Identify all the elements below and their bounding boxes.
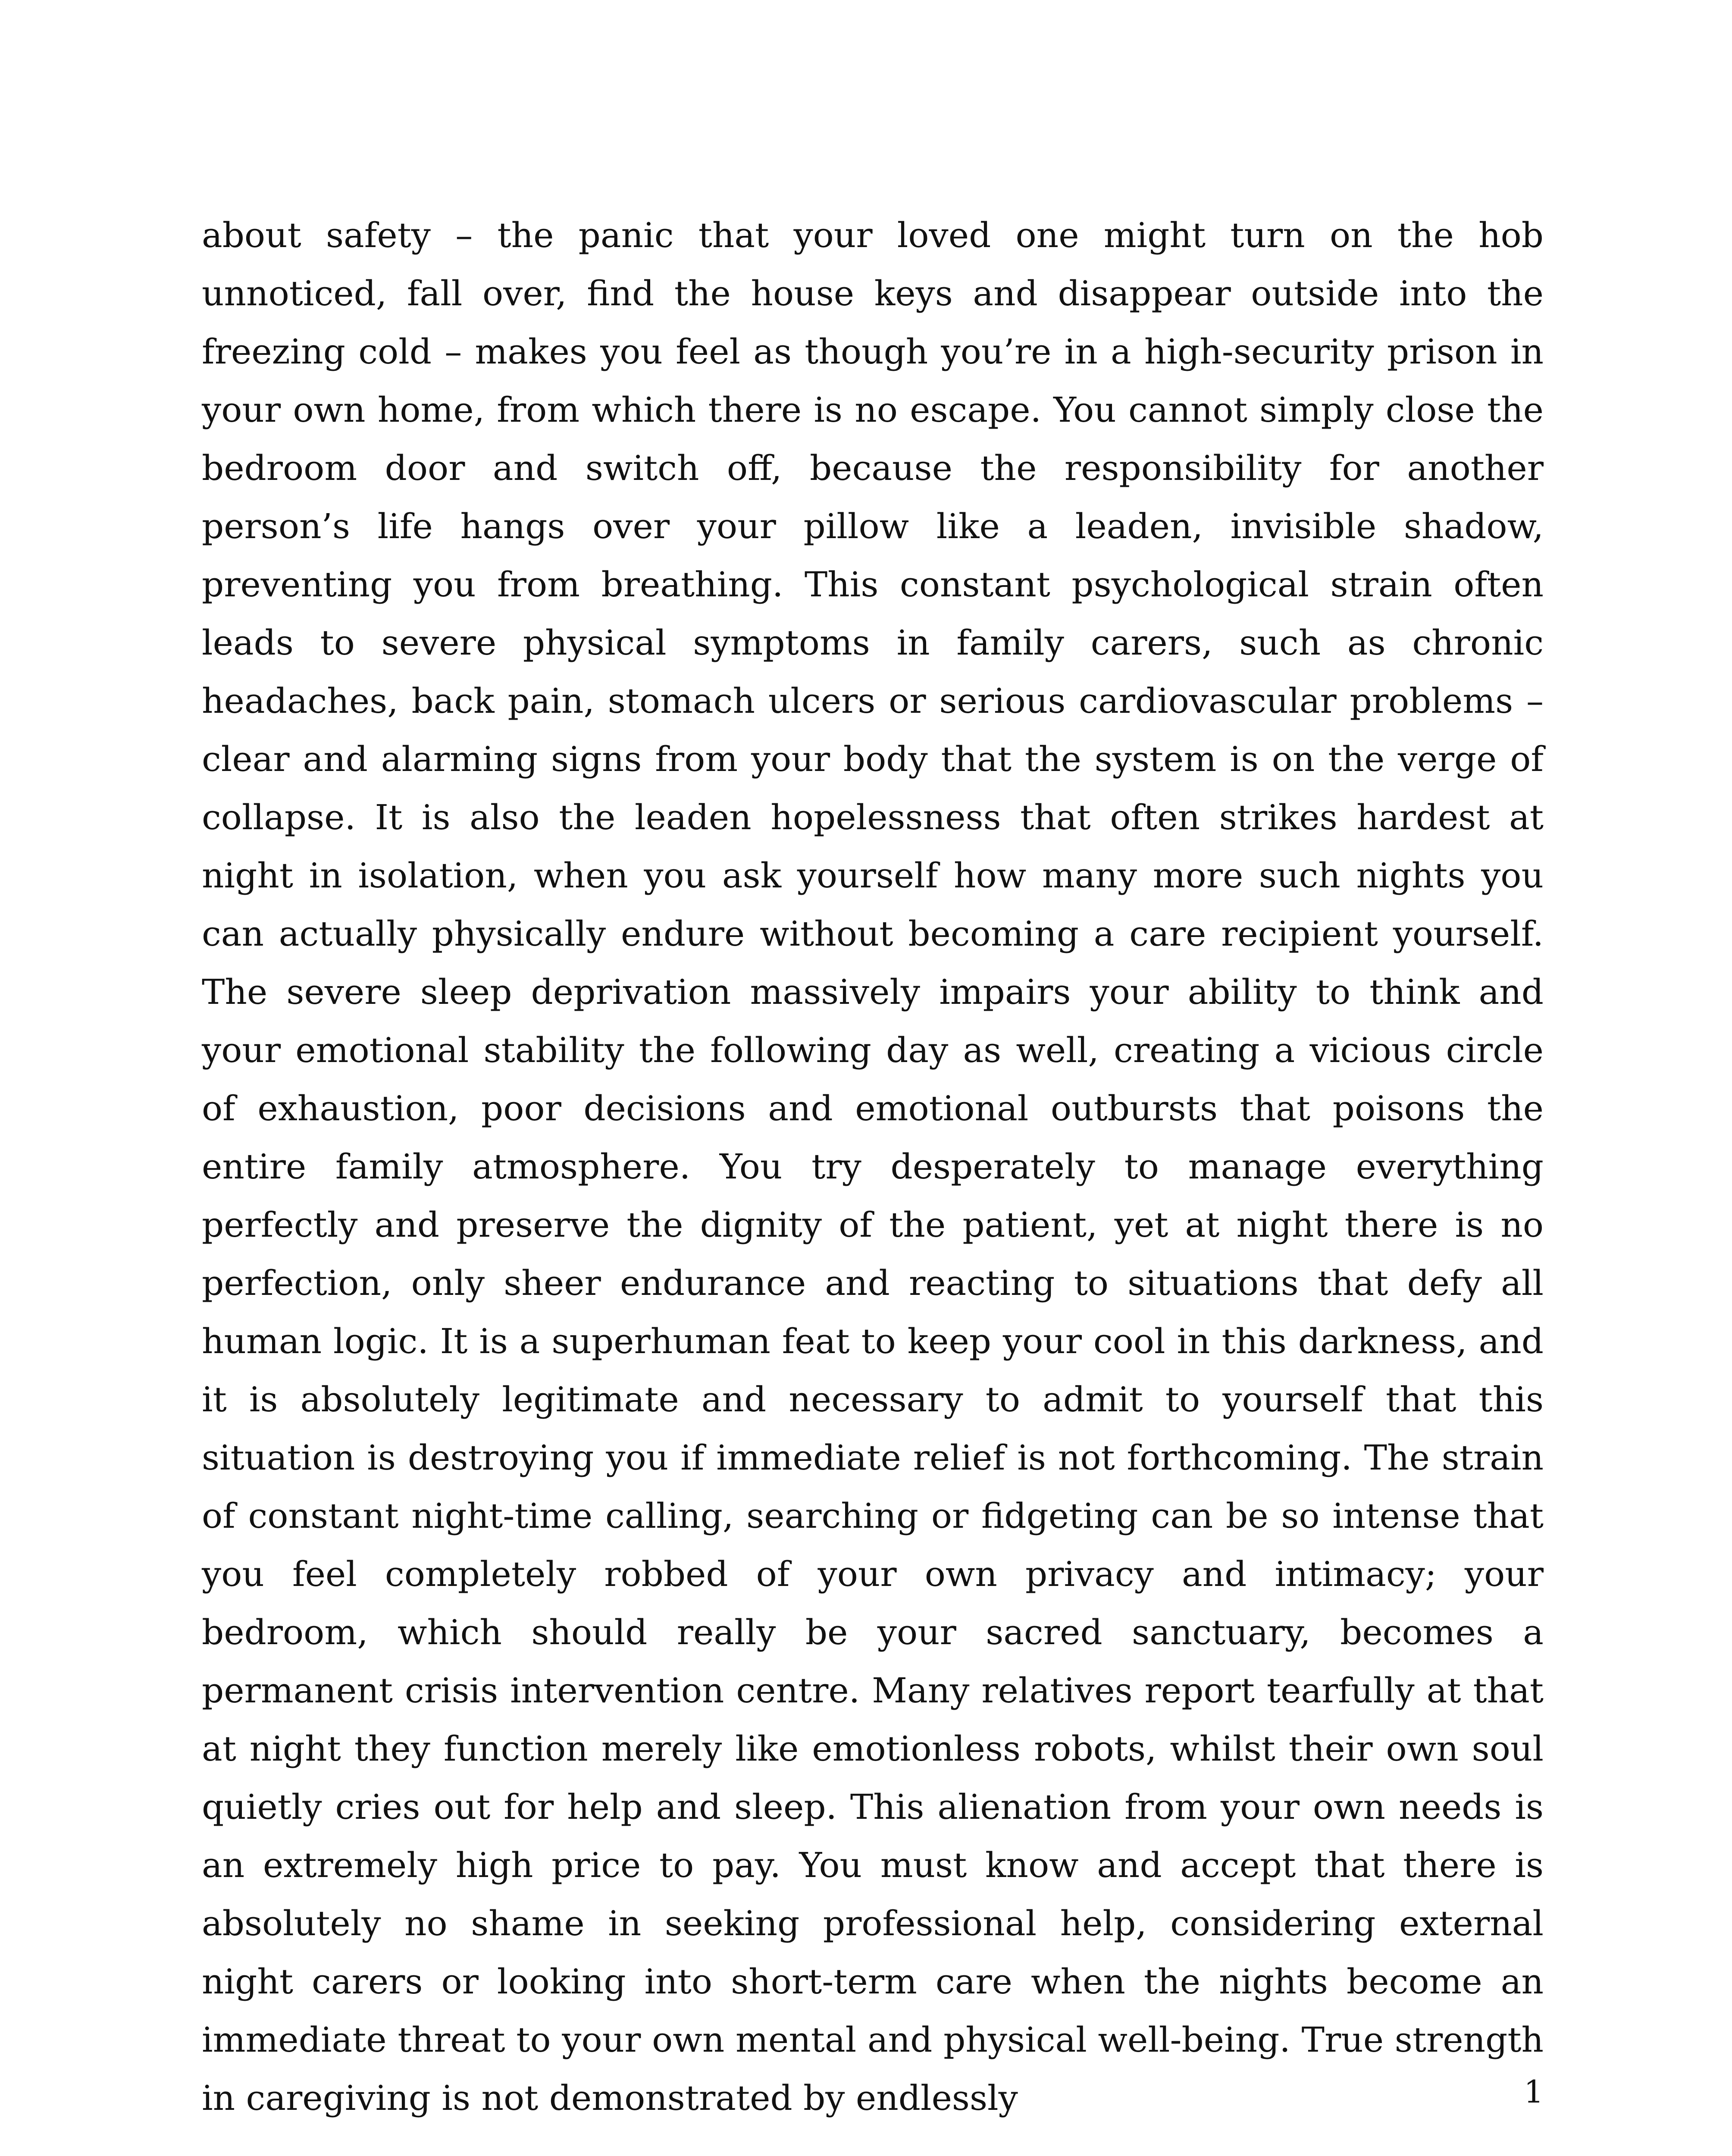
page-number: 1	[1524, 2074, 1544, 2110]
body-paragraph: about safety – the panic that your loved one might turn on the hob unnoticed, fall over, find the house keys and disappear outside into the freezing cold – makes you feel as though you’re in a high-security prison in your own home, from which there is no escape. You cannot simply close the bedroom door and switch off, because the responsibility for another person’s life hangs over your pillow like a leaden, invisible shadow, preventing you from breathing. This constant psychological strain often leads to severe physical symptoms in family carers, such as chronic headaches, back pain, stomach ulcers or serious cardiovascular problems – clear and alarming signs from your body that the system is on the verge of collapse. It is also the leaden hopelessness that often strikes hardest at night in isolation, when you ask yourself how many more such nights you can actually physically endure without becoming a care recipient yourself. The severe sleep deprivation massively impairs your ability to think and your emotional stability the following day as well, creating a vicious circle of exhaustion, poor decisions and emotional outbursts that poisons the entire family atmosphere. You try desperately to manage everything perfectly and preserve the dignity of the patient, yet at night there is no perfection, only sheer endurance and reacting to situations that defy all human logic. It is a superhuman feat to keep your cool in this darkness, and it is absolutely legitimate and necessary to admit to yourself that this situation is destroying you if immediate relief is not forthcoming. The strain of constant night-time calling, searching or fidgeting can be so intense that you feel completely robbed of your own privacy and intimacy; your bedroom, which should really be your sacred sanctuary, becomes a permanent crisis intervention centre. Many relatives report tearfully at that at night they function merely like emotionless robots, whilst their own soul quietly cries out for help and sleep. This alienation from your own needs is an extremely high price to pay. You must know and accept that there is absolutely no shame in seeking professional help, considering external night carers or looking into short-term care when the nights become an immediate threat to your own mental and physical well-being. True strength in caregiving is not demonstrated by endlessly	[202, 215, 1544, 2118]
